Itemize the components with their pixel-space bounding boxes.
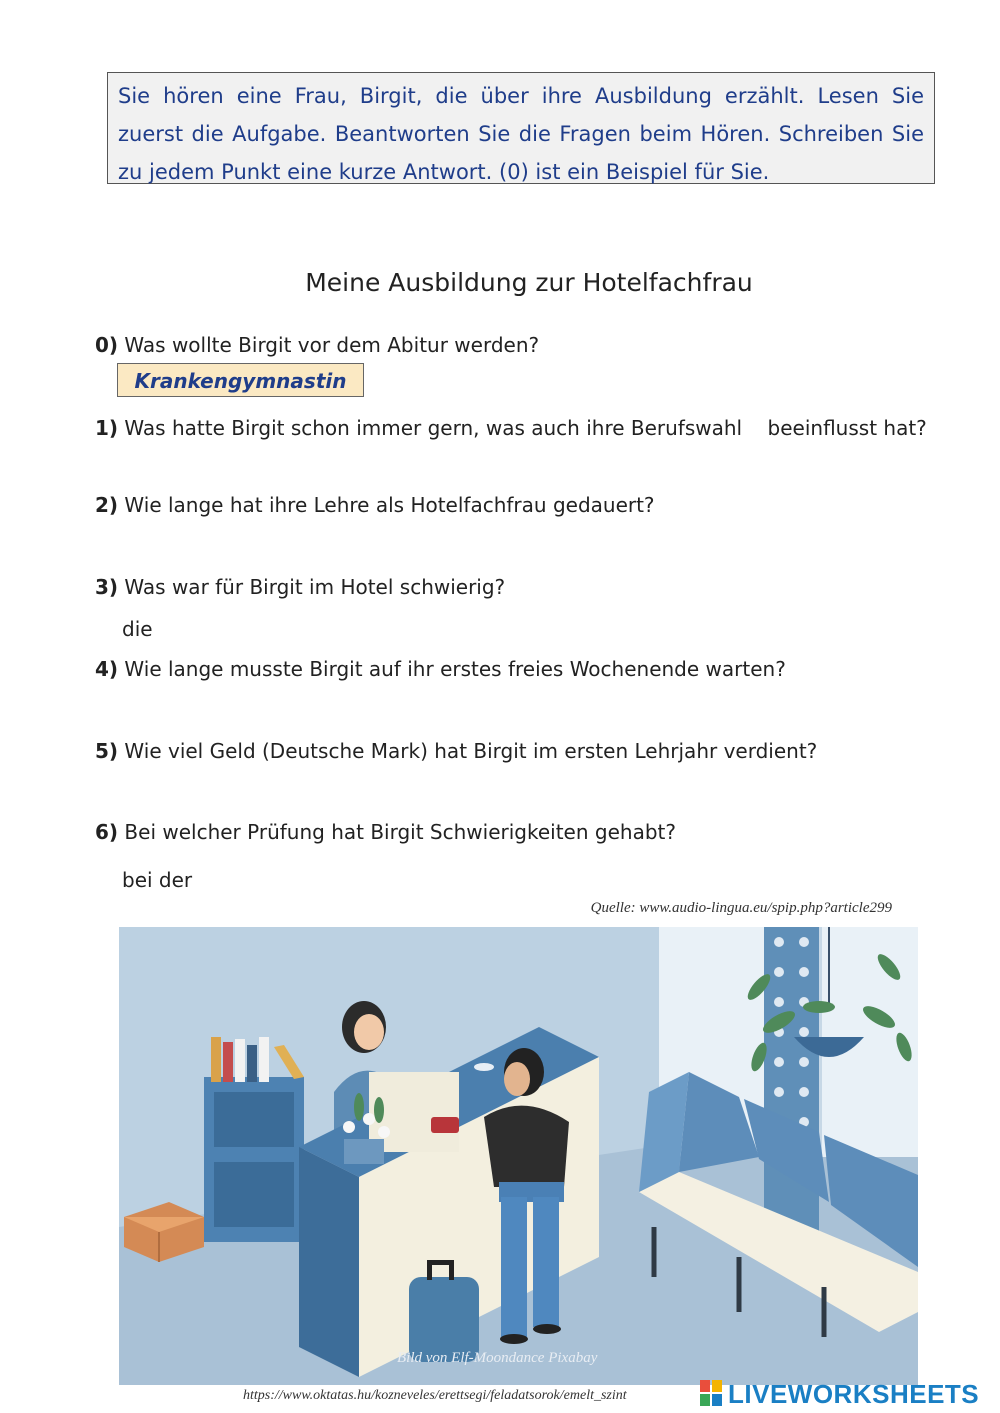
question-text: Wie lange hat ihre Lehre als Hotelfachfrau gedauert? <box>124 493 655 517</box>
liveworksheets-logo-icon <box>700 1380 724 1408</box>
question-text: Wie viel Geld (Deutsche Mark) hat Birgit im ersten Lehrjahr verdient? <box>124 739 818 763</box>
answer-prefix-6: bei der <box>122 868 193 892</box>
footer-url[interactable]: https://www.oktatas.hu/kozneveles/erettsegi/feladatsorok/emelt_szint <box>243 1388 627 1403</box>
question-6 <box>95 820 676 844</box>
question-text: Was wollte Birgit vor dem Abitur werden? <box>124 333 540 357</box>
example-answer: Krankengymnastin <box>117 363 364 397</box>
brand-name: LIVEWORKSHEETS <box>728 1378 980 1409</box>
question-5 <box>95 739 817 763</box>
answer-prefix-3: die <box>122 617 153 641</box>
question-number: 3) <box>95 575 119 599</box>
source-citation: Quelle: www.audio-lingua.eu/spip.php?article299 <box>590 900 892 916</box>
question-number: 2) <box>95 493 119 517</box>
worksheet-title: Meine Ausbildung zur Hotelfachfrau <box>305 268 753 297</box>
question-text: Wie lange musste Birgit auf ihr erstes freies Wochenende warten? <box>124 657 786 681</box>
question-text: Was war für Birgit im Hotel schwierig? <box>124 575 506 599</box>
question-text: Was hatte Birgit schon immer gern, was auch ihre Berufswahl beeinflusst hat? <box>124 416 927 440</box>
question-0 <box>95 333 539 357</box>
question-number: 6) <box>95 820 119 844</box>
question-number: 4) <box>95 657 119 681</box>
question-2 <box>95 493 655 517</box>
instructions-box: Sie hören eine Frau, Birgit, die über ihre Ausbildung erzählt. Lesen Sie zuerst die Aufgabe. Beantworten Sie die Fragen beim Hören. Schreiben Sie zu jedem Punkt eine kurze Antwort. (0) ist ein Beispiel für Sie. <box>107 72 935 184</box>
hotel-reception-illustration <box>119 927 918 1385</box>
question-number: 1) <box>95 416 119 440</box>
question-number: 5) <box>95 739 119 763</box>
question-4 <box>95 657 786 681</box>
question-3 <box>95 575 505 599</box>
question-1 <box>95 416 927 440</box>
image-credit: Bild von Elf-Moondance Pixabay <box>397 1350 598 1366</box>
question-number: 0) <box>95 333 119 357</box>
liveworksheets-logo[interactable] <box>700 1377 979 1411</box>
question-text: Bei welcher Prüfung hat Birgit Schwierigkeiten gehabt? <box>124 820 676 844</box>
